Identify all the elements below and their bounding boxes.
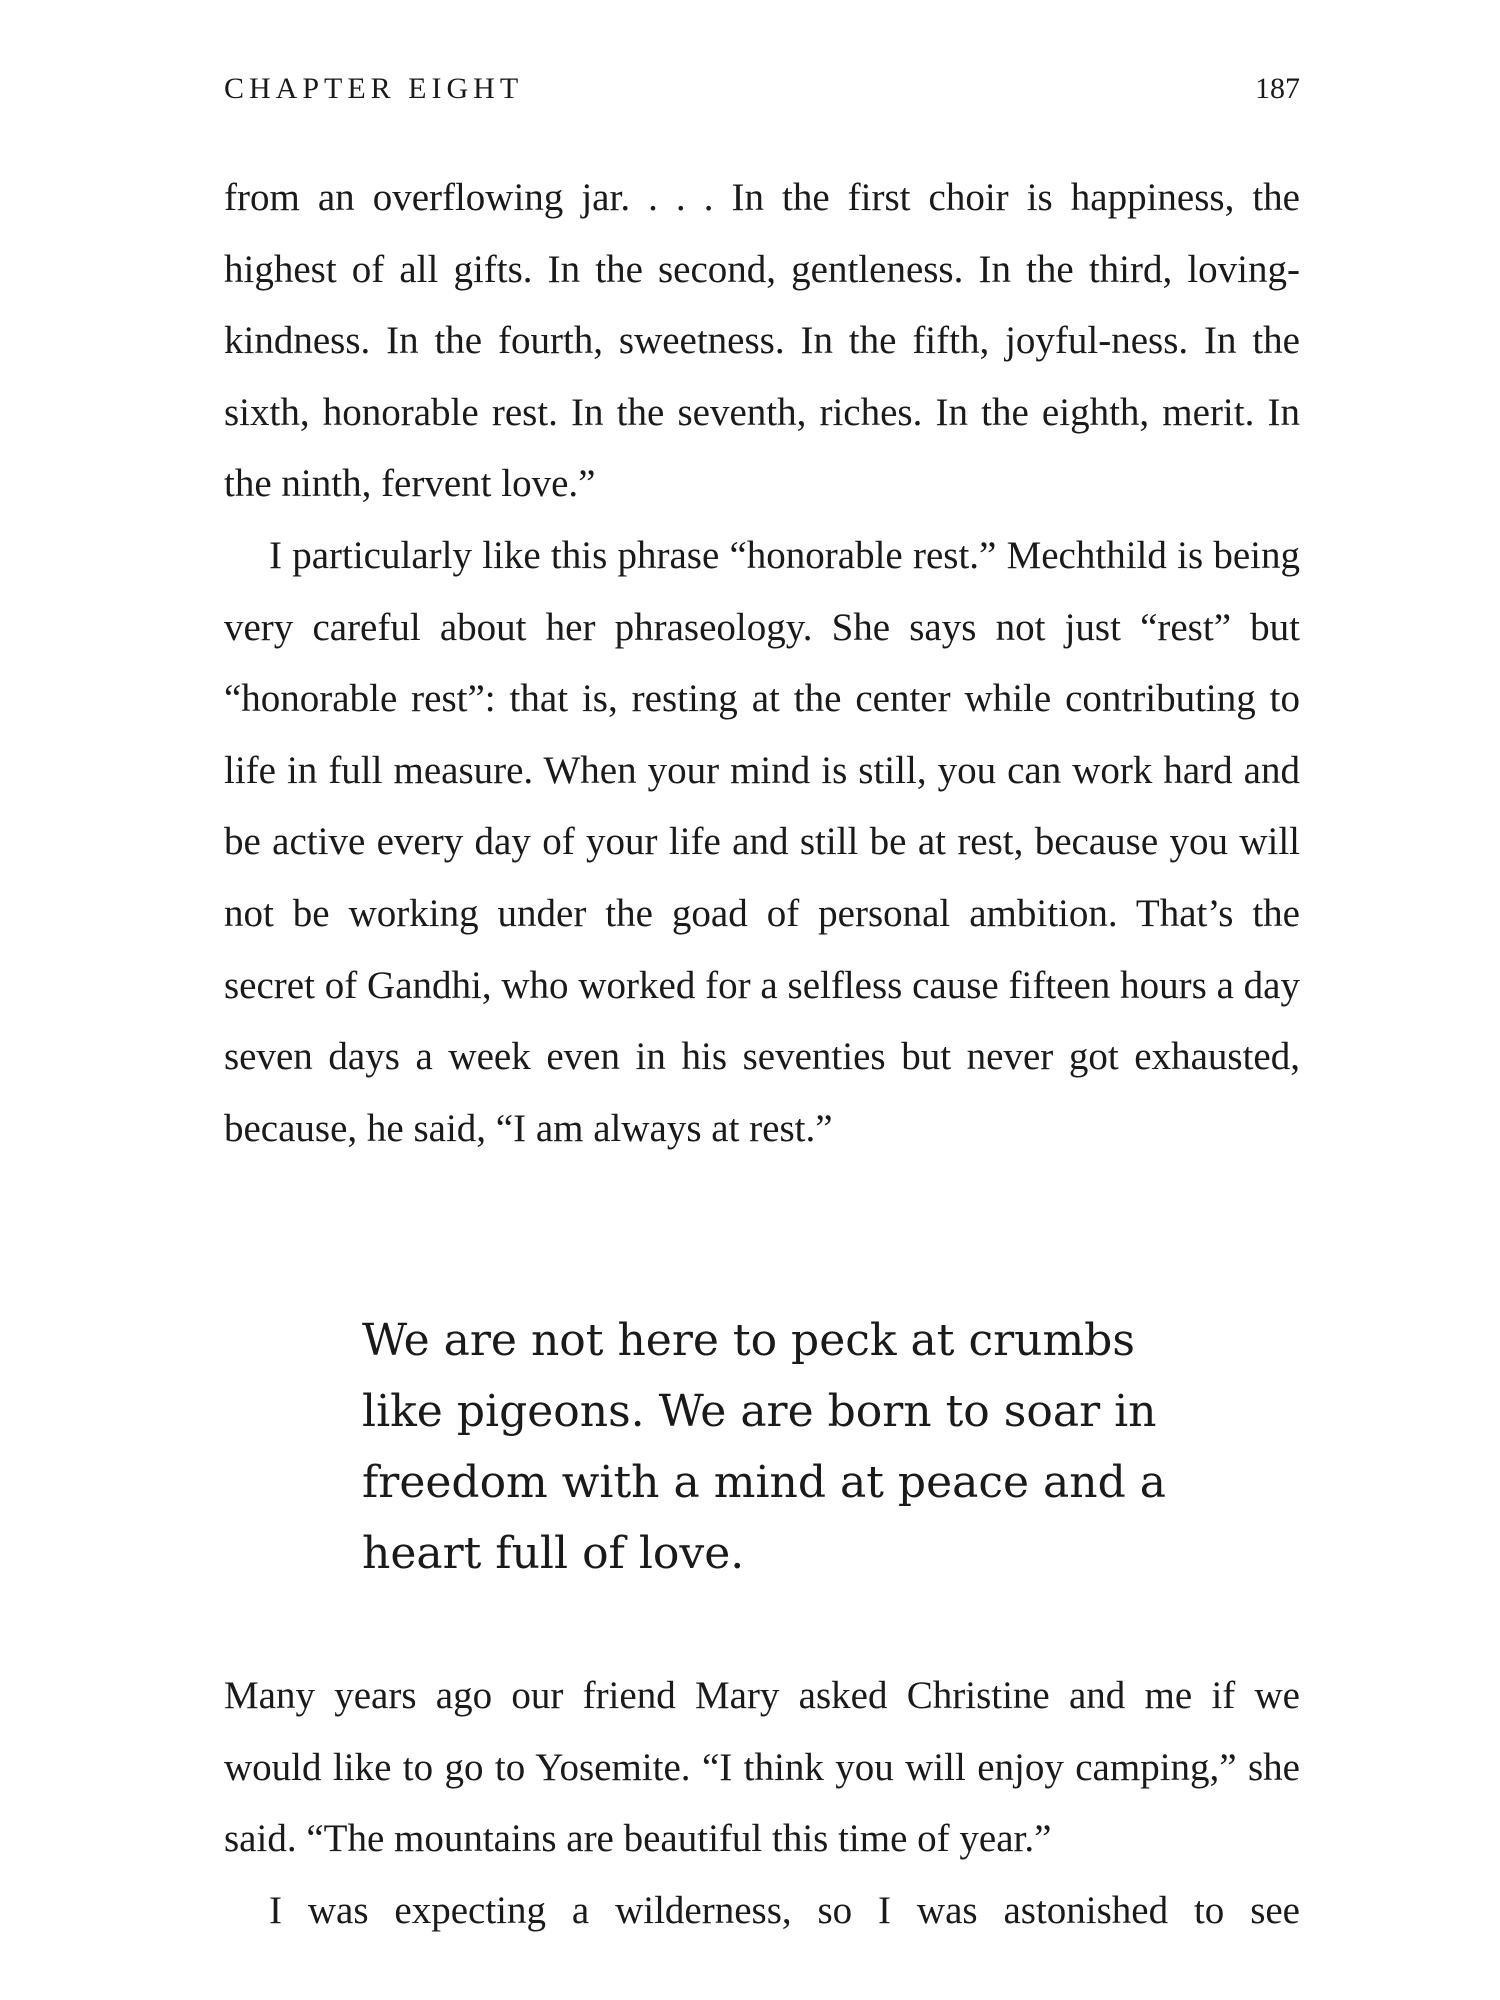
- paragraph-2: I particularly like this phrase “honorable rest.” Mechthild is being very careful about her phraseology. She says not just “rest” but “honorable rest”: that is, resting at the center while contributing to life in full measure. When your mind is still, you can work hard and be active every day of your life and still be at rest, because you will not be working under the goad of personal ambition. That’s the secret of Gandhi, who worked for a selfless cause fifteen hours a day seven days a week even in his seventies but never got exhausted, because, he said, “I am always at rest.”: [224, 534, 1300, 1150]
- page-number: 187: [1255, 72, 1300, 105]
- running-head: [224, 72, 1300, 112]
- pull-quote: We are not here to peck at crumbs like pigeons. We are born to soar in freedom with a mind at peace and a heart full of love.: [362, 1315, 1166, 1579]
- paragraph-4: I was expecting a wilderness, so I was astonished to see: [269, 1889, 1300, 1932]
- paragraph-3: Many years ago our friend Mary asked Christine and me if we would like to go to Yosemite. “I think you will enjoy camping,” she said. “The mountains are beautiful this time of year.”: [224, 1674, 1300, 1861]
- paragraph-1: from an overflowing jar. . . . In the first choir is happiness, the highest of all gifts. In the second, gentleness. In the third, loving-kindness. In the fourth, sweetness. In the fifth, joyful-ness. In the sixth, honorable rest. In the seventh, riches. In the eighth, merit. In the ninth, fervent love.”: [224, 176, 1300, 506]
- chapter-title: CHAPTER EIGHT: [224, 72, 524, 105]
